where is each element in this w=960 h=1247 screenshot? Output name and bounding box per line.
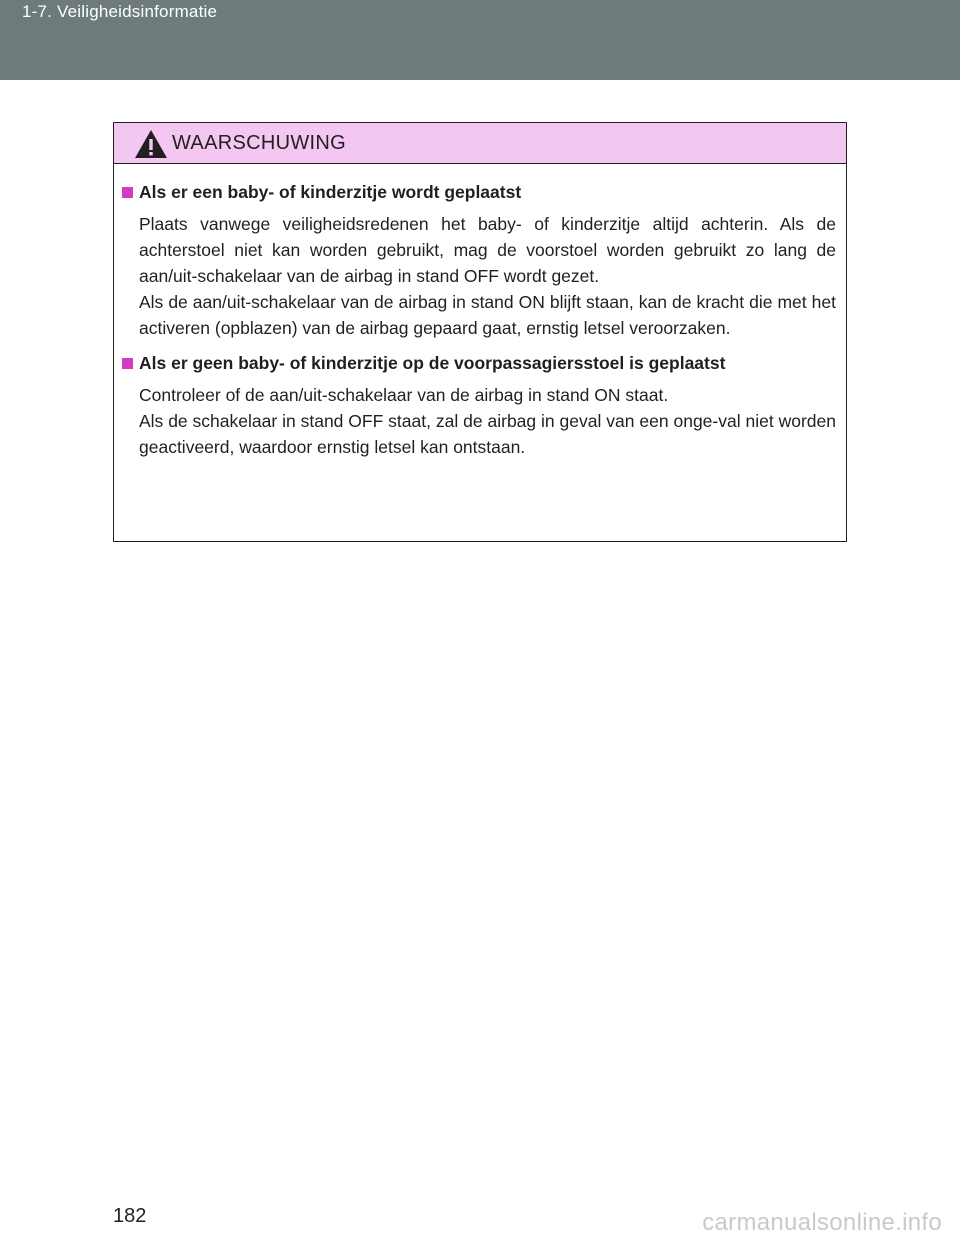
item-heading-text: Als er geen baby- of kinderzitje op de voorpassagiersstoel is geplaatst	[139, 353, 726, 373]
item-heading	[122, 179, 836, 205]
item-paragraph: Als de schakelaar in stand OFF staat, zal de airbag in geval van een onge-val niet worden geactiveerd, waardoor ernstig letsel kan ontstaan.	[139, 411, 836, 457]
header-band	[0, 0, 960, 80]
section-title: 1-7. Veiligheidsinformatie	[22, 2, 218, 21]
watermark: carmanualsonline.info	[702, 1209, 942, 1236]
warning-box	[113, 122, 847, 542]
warning-item	[122, 179, 836, 341]
item-heading	[122, 350, 836, 376]
warning-item	[122, 350, 836, 460]
item-paragraph: Als de aan/uit-schakelaar van de airbag in stand ON blijft staan, kan de kracht die met het activeren (opblazen) van de airbag gepaard gaat, ernstig letsel veroorzaken.	[139, 292, 836, 338]
item-heading-text: Als er een baby- of kinderzitje wordt geplaatst	[139, 182, 522, 202]
item-text	[139, 211, 836, 341]
page-number: 182	[113, 1205, 147, 1227]
item-paragraph: Controleer of de aan/uit-schakelaar van de airbag in stand ON staat.	[139, 385, 669, 405]
square-bullet-icon	[122, 358, 133, 369]
item-text	[139, 382, 836, 460]
item-paragraph: Plaats vanwege veiligheidsredenen het baby- of kinderzitje altijd achterin. Als de achterstoel niet kan worden gebruikt, mag de voorstoel worden gebruikt zo lang de aan/uit-schakelaar van de airbag in stand OFF wordt gezet.	[139, 214, 836, 286]
warning-header	[114, 123, 846, 164]
square-bullet-icon	[122, 187, 133, 198]
warning-body	[114, 164, 846, 460]
warning-title: WAARSCHUWING	[172, 132, 346, 154]
warning-triangle-icon	[134, 129, 168, 159]
